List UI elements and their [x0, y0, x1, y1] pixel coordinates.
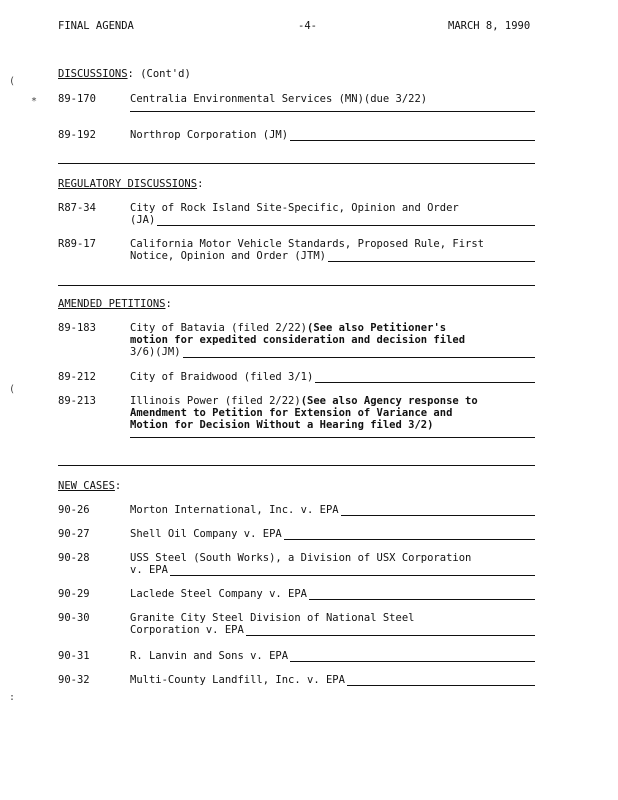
agenda-item — [58, 371, 535, 385]
section-divider — [58, 465, 535, 466]
fill-line — [130, 111, 535, 112]
fill-line — [130, 437, 535, 438]
agenda-item — [58, 674, 535, 688]
case-note: (See also Agency response to — [300, 395, 478, 407]
case-title-continued: Notice, Opinion and Order (JTM) — [130, 250, 326, 262]
case-number: 89-212 — [58, 371, 96, 383]
case-title: Laclede Steel Company v. EPA — [130, 588, 308, 600]
case-number: 90-31 — [58, 650, 90, 662]
case-note-continued: 3/6)(JM) — [130, 346, 181, 358]
case-title: Northrop Corporation (JM) — [130, 129, 289, 141]
case-title-continued: Corporation v. EPA — [130, 624, 244, 636]
case-note: (See also Petitioner's — [307, 322, 447, 334]
fill-line — [246, 634, 535, 636]
case-number: 89-170 — [58, 93, 96, 105]
case-title: Centralia Environmental Services (MN)(due 3/22) — [130, 93, 428, 105]
case-number: 90-27 — [58, 528, 90, 540]
agenda-item — [58, 650, 535, 664]
agenda-item — [58, 395, 535, 447]
section-divider — [58, 285, 535, 286]
case-title: Granite City Steel Division of National Steel — [130, 612, 415, 624]
fill-line — [284, 538, 535, 540]
case-note-continued: Amendment to Petition for Extension of Variance and — [130, 407, 453, 419]
fill-line — [183, 356, 535, 358]
case-note-continued: Motion for Decision Without a Hearing filed 3/2) — [130, 419, 434, 431]
case-title: Illinois Power (filed 2/22) — [130, 395, 301, 407]
scan-mark: ( — [9, 76, 16, 87]
case-title: California Motor Vehicle Standards, Proposed Rule, First — [130, 238, 485, 250]
fill-line — [309, 598, 535, 600]
case-title: USS Steel (South Works), a Division of USX Corporation — [130, 552, 472, 564]
case-number: R89-17 — [58, 238, 96, 250]
agenda-item — [58, 238, 535, 266]
agenda-item — [58, 612, 535, 638]
section-heading-new-cases: NEW CASES: — [58, 480, 122, 492]
agenda-item — [58, 552, 535, 578]
case-title: Morton International, Inc. v. EPA — [130, 504, 339, 516]
case-title-continued: v. EPA — [130, 564, 168, 576]
case-number: 90-26 — [58, 504, 90, 516]
scan-mark: ( — [9, 384, 16, 395]
fill-line — [290, 139, 535, 141]
case-title-continued: (JA) — [130, 214, 156, 226]
fill-line — [290, 660, 535, 662]
fill-line — [341, 514, 535, 516]
case-note-continued: motion for expedited consideration and decision filed — [130, 334, 466, 346]
asterisk-mark: * — [31, 96, 38, 107]
page-number: -4- — [298, 20, 317, 32]
agenda-item — [58, 322, 535, 362]
section-heading-amended: AMENDED PETITIONS: — [58, 298, 172, 310]
fill-line — [328, 260, 535, 262]
case-number: 90-30 — [58, 612, 90, 624]
agenda-item — [58, 93, 535, 123]
fill-line — [170, 574, 535, 576]
agenda-item — [58, 202, 535, 230]
scan-mark: : — [9, 692, 16, 703]
case-number: R87-34 — [58, 202, 96, 214]
case-title: City of Braidwood (filed 3/1) — [130, 371, 314, 383]
case-number: 90-29 — [58, 588, 90, 600]
section-heading-regulatory: REGULATORY DISCUSSIONS: — [58, 178, 204, 190]
header-title: FINAL AGENDA — [58, 20, 134, 32]
case-title: R. Lanvin and Sons v. EPA — [130, 650, 289, 662]
section-heading-discussions: DISCUSSIONS: (Cont'd) — [58, 68, 191, 80]
case-number: 89-183 — [58, 322, 96, 334]
case-number: 90-28 — [58, 552, 90, 564]
fill-line — [315, 381, 535, 383]
case-title: Multi-County Landfill, Inc. v. EPA — [130, 674, 345, 686]
case-title: Shell Oil Company v. EPA — [130, 528, 282, 540]
agenda-item — [58, 588, 535, 602]
fill-line — [347, 684, 535, 686]
agenda-item — [58, 528, 535, 542]
case-title: City of Rock Island Site-Specific, Opinion and Order — [130, 202, 459, 214]
case-number: 89-192 — [58, 129, 96, 141]
case-number: 90-32 — [58, 674, 90, 686]
section-divider — [58, 163, 535, 164]
agenda-item — [58, 129, 535, 149]
case-title: City of Batavia (filed 2/22) — [130, 322, 308, 334]
case-number: 89-213 — [58, 395, 96, 407]
fill-line — [157, 224, 535, 226]
header-date: MARCH 8, 1990 — [448, 20, 531, 32]
agenda-item — [58, 504, 535, 518]
